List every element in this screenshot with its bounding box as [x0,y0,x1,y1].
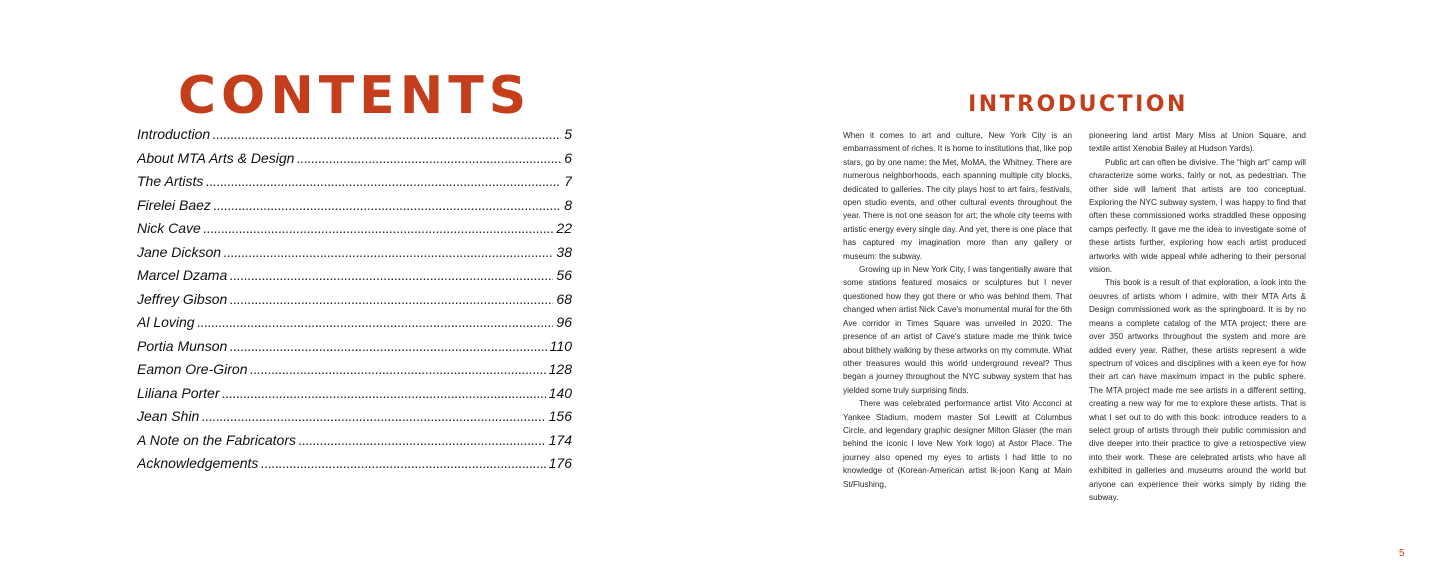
toc-leader-dots [229,291,553,307]
toc-entry-label: Marcel Dzama [137,267,228,283]
toc-entry-page: 96 [556,314,572,330]
toc-entry-page: 8 [564,196,572,213]
toc-entry-page: 22 [556,220,572,236]
toc-entry[interactable] [137,338,572,362]
toc-leader-dots [223,244,553,260]
toc-entry-page: 140 [548,384,572,401]
toc-entry-label: The Artists [137,173,204,189]
toc-entry-page: 38 [556,243,572,260]
toc-leader-dots [260,455,545,471]
intro-paragraph: Public art can often be divisive. The “high art” camp will characterize some works, fairly or not, as pedestrian. The other side will lament that artists are too conceptual. Exploring the NYC subway system, I was happy to find that often these commissioned works straddled these opposing camps perfectly. It gave me the idea to investigate some of these artists further, exploring how each artist produced artworks with wide appeal while adhering to their personal vision. [1089,157,1306,275]
toc-entry[interactable] [137,244,572,268]
toc-entry-label: Introduction [137,126,211,142]
toc-entry-label: Liliana Porter [137,384,220,401]
introduction-left-column [843,129,1072,491]
toc-entry[interactable] [137,220,572,244]
toc-entry[interactable] [137,408,572,432]
toc-entry-label: Jean Shin [137,408,200,424]
toc-entry-page: 176 [548,455,572,471]
intro-paragraph: Growing up in New York City, I was tangentially aware that some stations featured mosaics or sculptures but I never questioned how they got there or who was behind them. That changed when artist Nick Cave's monumental mural for the 6th Ave corridor in Times Square was unveiled in 2020. The presence of an artist of Cave's stature made me think twice about blithely walking by these artworks on my commute. What other treasures would this world underground reveal? Thus began a journey throughout the NYC subway system that has yielded some truly surprising finds. [843,265,1072,395]
toc-entry[interactable] [137,361,572,385]
toc-entry-page: 156 [548,408,572,424]
toc-leader-dots [229,338,546,354]
toc-entry[interactable] [137,150,572,174]
toc-leader-dots [205,173,561,189]
toc-entry-page: 68 [556,290,572,307]
toc-entry-page: 7 [564,173,572,189]
page-number: 5 [1399,548,1405,559]
toc-entry-label: Jane Dickson [137,243,222,260]
toc-entry-label: Al Loving [137,314,195,330]
intro-paragraph: pioneering land artist Mary Miss at Union Square, and textile artist Xenobia Bailey at Hudson Yards). [1089,131,1306,154]
toc-entry-label: Acknowledgements [137,455,259,471]
intro-paragraph: There was celebrated performance artist Vito Acconci at Yankee Stadium, modern master Sol Lewitt at Columbus Circle, and legendary graphic designer Milton Glaser (the man behind the iconic I love New York logo) at Astor Place. The journey also opened my eyes to artists I had little to no knowledge of (Korean-American artist Ik-joon Kang at Main St/Flushing, [843,399,1072,489]
toc-entry-label: Firelei Baez [137,196,211,213]
toc-leader-dots [296,150,561,166]
toc-entry-label: A Note on the Fabricators [137,431,297,448]
toc-leader-dots [203,220,554,236]
toc-entry-page: 174 [548,431,572,448]
toc-entry[interactable] [137,455,572,479]
toc-entry-label: Jeffrey Gibson [137,290,228,307]
toc-leader-dots [249,361,545,377]
toc-entry[interactable] [137,197,572,221]
intro-paragraph: When it comes to art and culture, New York City is an embarrassment of riches. It is home to institutions that, like pop stars, go by one name: the Met, MoMA, the Whitney. There are numerous neighborhoods, each spanning multiple city blocks, dedicated to galleries. The city plays host to art fairs, festivals, open studio events, and other cultural events throughout the year. There is not one season for art; the whole city teems with artistic energy every single day. And yet, there is one place that has captured my imagination more than any gallery or museum: the subway. [843,131,1072,261]
toc-entry-label: Nick Cave [137,220,201,236]
table-of-contents [137,126,572,479]
intro-paragraph: This book is a result of that exploration, a look into the oeuvres of artists whom I admire, with their MTA Arts & Design commissioned work as the springboard. It is by no means a complete catalog of the MTA project; there are over 350 artworks throughout the system and more are added every year. Rather, these artists represent a wide spectrum of voices and disciplines with a keen eye for how their art can have maximum impact in the public sphere. The MTA project made me see artists in a different setting, creating a new way for me to explore these artists. That is what I set out to do with this book: introduce readers to a select group of artists through their public commission and dive deeper into their practice to give a retrospective view into their work. These are celebrated artists who have all exhibited in galleries and museums around the world but anyone can experience their works simply by riding the subway. [1089,278,1306,502]
toc-entry-label: Eamon Ore-Giron [137,361,248,377]
toc-leader-dots [197,314,554,330]
toc-entry-page: 128 [548,361,572,377]
toc-entry-page: 6 [564,149,572,166]
toc-entry-label: About MTA Arts & Design [137,149,295,166]
introduction-right-column [1089,129,1306,504]
toc-leader-dots [201,408,545,424]
toc-entry[interactable] [137,173,572,197]
toc-entry[interactable] [137,432,572,456]
toc-entry[interactable] [137,291,572,315]
toc-leader-dots [298,432,546,448]
toc-entry-page: 5 [564,126,572,142]
toc-leader-dots [212,126,561,142]
toc-entry[interactable] [137,385,572,409]
toc-entry[interactable] [137,314,572,338]
toc-entry-page: 56 [556,267,572,283]
toc-entry-label: Portia Munson [137,337,228,354]
toc-entry[interactable] [137,267,572,291]
toc-entry[interactable] [137,126,572,150]
introduction-title: INTRODUCTION [968,92,1188,117]
contents-title: CONTENTS [177,66,532,126]
toc-leader-dots [213,197,561,213]
toc-leader-dots [229,267,553,283]
toc-leader-dots [222,385,546,401]
toc-entry-page: 110 [549,337,572,354]
